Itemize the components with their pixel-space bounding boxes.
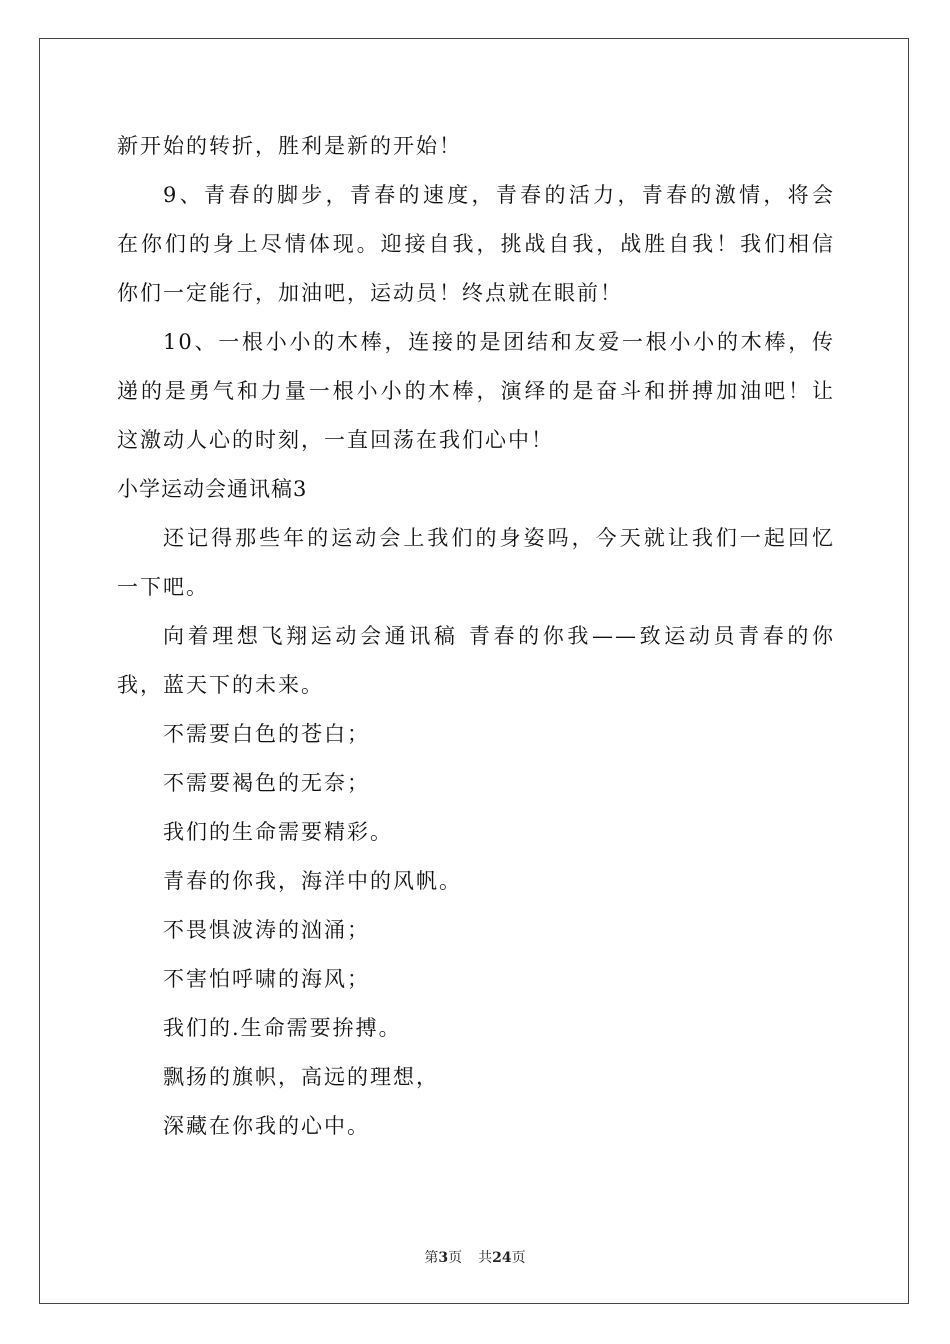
poem-line: 不需要褐色的无奈； — [163, 771, 370, 795]
paragraph-line: 一下吧。 — [117, 575, 209, 599]
page-footer — [0, 1247, 950, 1267]
paragraph-line: 这激动人心的时刻，一直回荡在我们心中！ — [117, 428, 554, 452]
paragraph-line: 新开始的转折，胜利是新的开始！ — [117, 134, 462, 158]
paragraph-line: 递的是勇气和力量一根小小的木棒，演绎的是奋斗和拼搏加油吧！让 — [117, 379, 835, 403]
poem-line: 青春的你我，海洋中的风帆。 — [163, 869, 462, 893]
paragraph-line: 10、一根小小的木棒，连接的是团结和友爱一根小小的木棒，传 — [163, 330, 835, 354]
paragraph-line: 向着理想飞翔运动会通讯稿 青春的你我——致运动员青春的你 — [163, 624, 835, 648]
page-label-prefix: 第 — [424, 1250, 439, 1266]
paragraph-line: 我，蓝天下的未来。 — [117, 673, 324, 697]
poem-line: 不畏惧波涛的汹涌； — [163, 918, 370, 942]
poem-line: 不需要白色的苍白； — [163, 722, 370, 746]
paragraph-line: 还记得那些年的运动会上我们的身姿吗，今天就让我们一起回忆 — [163, 526, 835, 550]
poem-line: 我们的生命需要精彩。 — [163, 820, 393, 844]
document-body — [117, 122, 835, 1151]
poem-line: 飘扬的旗帜，高远的理想， — [163, 1065, 439, 1089]
paragraph-line: 9、青春的脚步，青春的速度，青春的活力，青春的激情，将会 — [163, 183, 835, 207]
total-label-prefix: 共 — [478, 1250, 493, 1266]
paragraph-line: 在你们的身上尽情体现。迎接自我，挑战自我，战胜自我！我们相信 — [117, 232, 835, 256]
poem-line: 不害怕呼啸的海风； — [163, 967, 370, 991]
poem-line: 深藏在你我的心中。 — [163, 1114, 370, 1138]
total-pages: 24 — [492, 1250, 512, 1266]
page-number: 3 — [438, 1250, 449, 1266]
poem-line: 我们的.生命需要拚搏。 — [163, 1016, 402, 1040]
page-label-suffix: 页 — [448, 1250, 463, 1266]
paragraph-line: 你们一定能行，加油吧，运动员！终点就在眼前！ — [117, 281, 623, 305]
section-heading: 小学运动会通讯稿3 — [117, 477, 308, 501]
total-label-suffix: 页 — [511, 1250, 526, 1266]
